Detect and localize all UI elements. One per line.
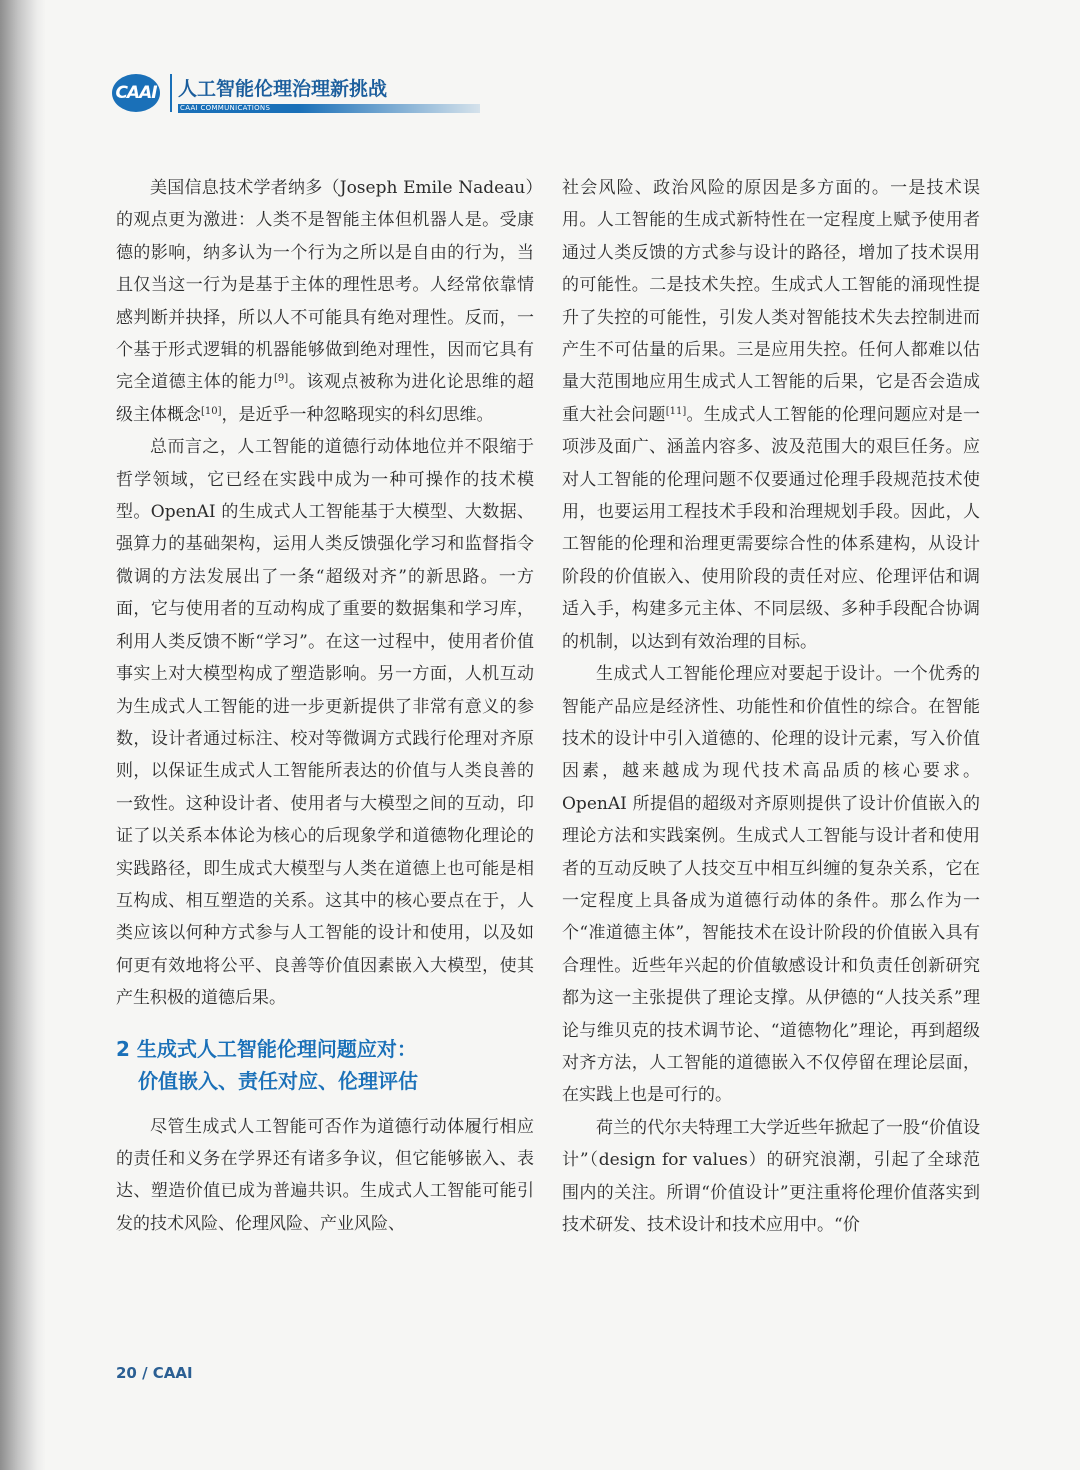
caai-logo: CAAI — [112, 74, 160, 112]
citation-ref: [9] — [274, 373, 289, 385]
text-run: 。生成式人工智能的伦理问题应对是一项涉及面广、涵盖内容多、波及范围大的艰巨任务。应对人工智能的伦理问题不仅要通过伦理手段规范技术使用，也要运用工程技术手段和治理规划手段。因此，人工智能的伦理和治理更需要综合性的体系建构，从设计阶段的价值嵌入、使用阶段的责任对应、伦理评估和调适入手，构建多元主体、不同层级、多种手段配合协调的机制，以达到有效治理的目标。 — [562, 404, 980, 652]
paragraph: 尽管生成式人工智能可否作为道德行动体履行相应的责任和义务在学界还有诸多争议，但它能够嵌入、表达、塑造价值已成为普遍共识。生成式人工智能可能引发的技术风险、伦理风险、产业风险、 — [116, 1116, 534, 1234]
header-subtitle: CAAI COMMUNICATIONS — [178, 104, 480, 113]
section-heading-line2: 价值嵌入、责任对应、伦理评估 — [138, 1068, 418, 1093]
paragraph: 总而言之，人工智能的道德行动体地位并不限缩于哲学领域，它已经在实践中成为一种可操作的技术模型。OpenAI 的生成式人工智能基于大模型、大数据、强算力的基础架构，运用人类反馈强化学习和监督指令微调的方法发展出了一条“超级对齐”的新思路。一方面，它与使用者的互动构成了重要的数据集和学习库，利用人类反馈不断“学习”。在这一过程中，使用者价值事实上对大模型构成了塑造影响。另一方面，人机互动为生成式人工智能的进一步更新提供了非常有意义的参数，设计者通过标注、校对等微调方式践行伦理对齐原则，以保证生成式人工智能所表达的价值与人类良善的一致性。这种设计者、使用者与大模型之间的互动，印证了以关系本体论为核心的后现象学和道德物化理论的实践路径，即生成式大模型与人类在道德上也可能是相互构成、相互塑造的关系。这其中的核心要点在于，人类应该以何种方式参与人工智能的设计和使用，以及如何更有效地将公平、良善等价值因素嵌入大模型，使其产生积极的道德后果。 — [116, 437, 534, 1009]
header-divider — [170, 74, 172, 112]
page-header — [112, 68, 542, 116]
section-heading — [116, 1033, 534, 1097]
header-title: 人工智能伦理治理新挑战 — [178, 78, 388, 100]
page-gutter-shadow — [0, 0, 46, 1470]
section-heading-line1: 2 生成式人工智能伦理问题应对： — [116, 1036, 417, 1061]
paragraph — [116, 172, 534, 431]
citation-ref: [11] — [665, 405, 687, 417]
text-run: 。该观点被称为进化论思维的超级主体概念 — [116, 372, 535, 425]
right-column — [562, 172, 980, 1241]
page-number: 20 / CAAI — [116, 1364, 193, 1382]
paragraph — [562, 172, 980, 658]
left-column — [116, 172, 534, 1240]
paragraph: 荷兰的代尔夫特理工大学近些年掀起了一股“价值设计”（design for values）的研究浪潮，引起了全球范围内的关注。所谓“价值设计”更注重将伦理价值落实到技术研发、技术设计和技术应用中。“价 — [562, 1117, 980, 1235]
text-run: 社会风险、政治风险的原因是多方面的。一是技术误用。人工智能的生成式新特性在一定程度上赋予使用者通过人类反馈的方式参与设计的路径，增加了技术误用的可能性。二是技术失控。生成式人工智能的涌现性提升了失控的可能性，引发人类对智能技术失去控制进而产生不可估量的后果。三是应用失控。任何人都难以估量大范围地应用生成式人工智能的后果，它是否会造成重大社会问题 — [562, 178, 980, 425]
text-run: ，是近乎一种忽略现实的科幻思维。 — [221, 404, 494, 425]
paragraph: 生成式人工智能伦理应对要起于设计。一个优秀的智能产品应是经济性、功能性和价值性的综合。在智能技术的设计中引入道德的、伦理的设计元素，写入价值因素，越来越成为现代技术高品质的核心要求。OpenAI 所提倡的超级对齐原则提供了设计价值嵌入的理论方法和实践案例。生成式人工智能与设计者和使用者的互动反映了人技交互中相互纠缠的复杂关系，它在一定程度上具备成为道德行动体的条件。那么作为一个“准道德主体”，智能技术在设计阶段的价值嵌入具有合理性。近些年兴起的价值敏感设计和负责任创新研究都为这一主张提供了理论支撑。从伊德的“人技关系”理论与维贝克的技术调节论、“道德物化”理论，再到超级对齐方法，人工智能的道德嵌入不仅停留在理论层面，在实践上也是可行的。 — [562, 664, 980, 1106]
citation-ref: [10] — [201, 405, 222, 417]
text-run: 美国信息技术学者纳多（Joseph Emile Nadeau）的观点更为激进：人类不是智能主体但机器人是。受康德的影响，纳多认为一个行为之所以是自由的行为，当且仅当这一行为是基于主体的理性思考。人经常依靠情感判断并抉择，所以人不可能具有绝对理性。反而，一个基于形式逻辑的机器能够做到绝对理性，因而它具有完全道德主体的能力 — [116, 178, 534, 393]
